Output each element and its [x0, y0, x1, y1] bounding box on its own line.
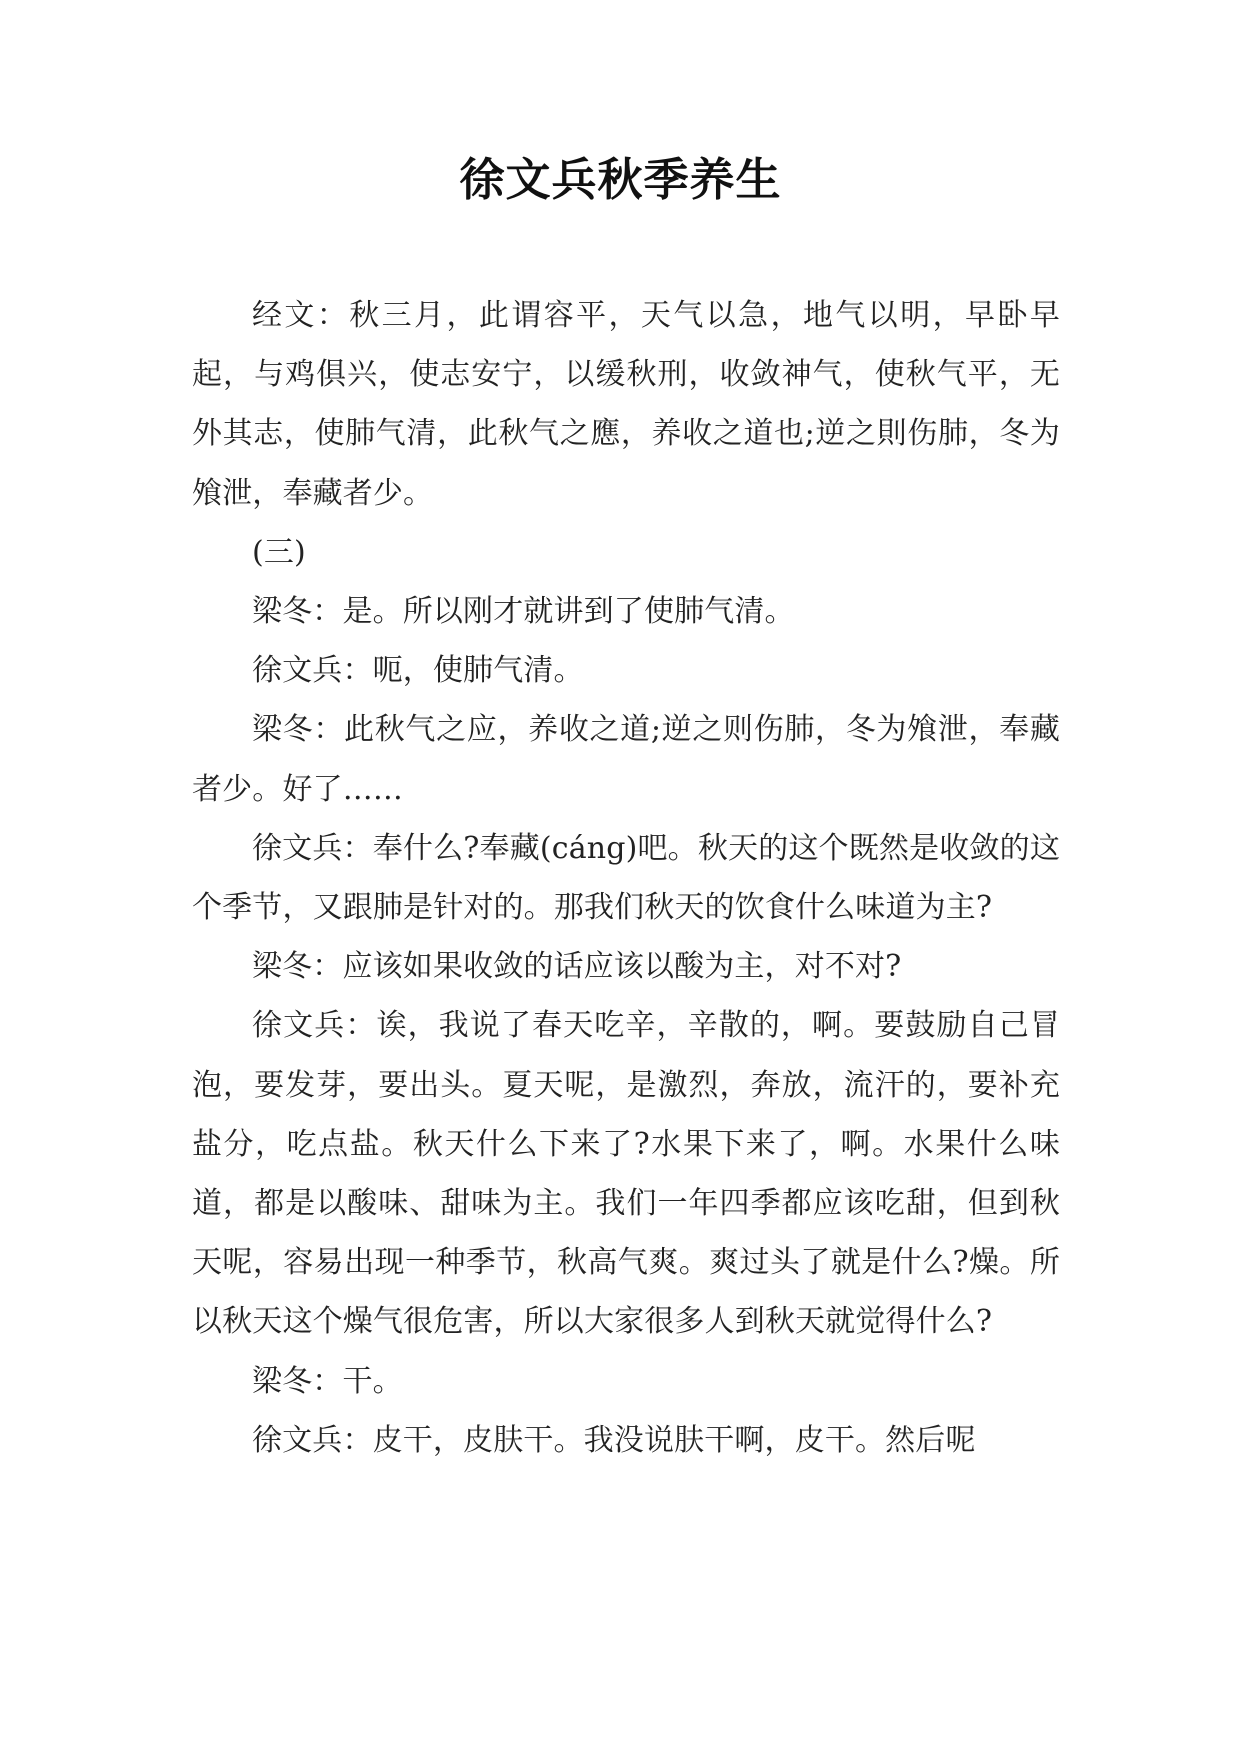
document-body	[192, 286, 1060, 1470]
document-title: 徐文兵秋季养生	[459, 153, 782, 206]
paragraph-dialogue: 梁冬：是。所以刚才就讲到了使肺气清。	[252, 594, 795, 630]
paragraph-dialogue: 梁冬：应该如果收敛的话应该以酸为主，对不对?	[252, 949, 902, 985]
paragraph-dialogue: 徐文兵：呃，使肺气清。	[252, 653, 584, 689]
paragraph-dialogue: 徐文兵：诶，我说了春天吃辛，辛散的，啊。要鼓励自己冒泡，要发芽，要出头。夏天呢，是激烈，奔放，流汗的，要补充盐分，吃点盐。秋天什么下来了?水果下来了，啊。水果什么味道，都是以酸味、甜味为主。我们一年四季都应该吃甜，但到秋天呢，容易出现一种季节，秋高气爽。爽过头了就是什么?燥。所以秋天这个燥气很危害，所以大家很多人到秋天就觉得什么?	[192, 1008, 1060, 1340]
paragraph-dialogue: 梁冬：此秋气之应，养收之道;逆之则伤肺，冬为飧泄，奉藏者少。好了……	[192, 712, 1060, 807]
paragraph-dialogue: 徐文兵：奉什么?奉藏(cáng)吧。秋天的这个既然是收敛的这个季节，又跟肺是针对的。那我们秋天的饮食什么味道为主?	[192, 830, 1060, 926]
paragraph-section-marker: (三)	[252, 534, 306, 570]
paragraph-scripture: 经文：秋三月，此谓容平，天气以急，地气以明，早卧早起，与鸡俱兴，使志安宁，以缓秋刑，收敛神气，使秋气平，无外其志，使肺气清，此秋气之應，养收之道也;逆之則伤肺，冬为飧泄，奉藏者少。	[192, 298, 1060, 511]
paragraph-dialogue: 梁冬：干。	[252, 1363, 403, 1399]
paragraph-dialogue: 徐文兵：皮干，皮肤干。我没说肤干啊，皮干。然后呢	[252, 1422, 976, 1458]
